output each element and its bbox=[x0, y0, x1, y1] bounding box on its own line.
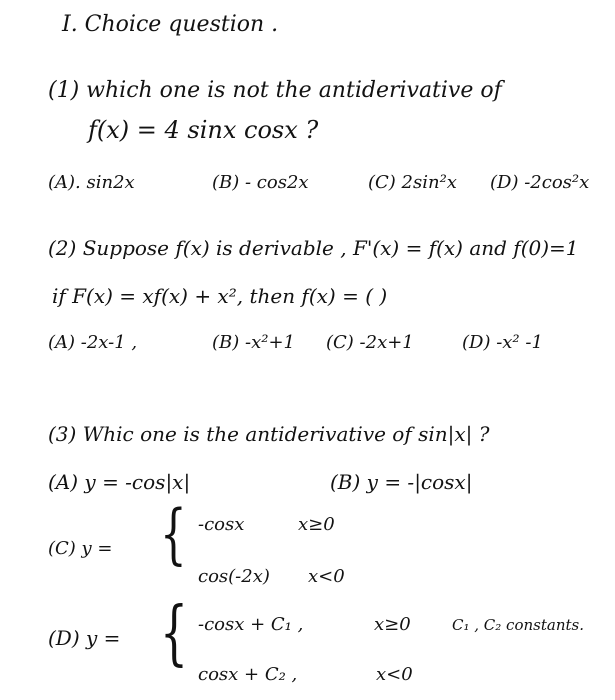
q3-option-c-case1-expr: -cosx bbox=[198, 514, 245, 535]
left-brace: { bbox=[160, 592, 188, 674]
q1-option-b: (B) - cos2x bbox=[212, 172, 309, 193]
q2-option-a: (A) -2x-1 , bbox=[48, 332, 138, 353]
section-title: I. Choice question . bbox=[62, 12, 279, 37]
q2-option-c: (C) -2x+1 bbox=[326, 332, 414, 353]
q3-prompt: (3) Whic one is the antiderivative of sin|x| ? bbox=[48, 422, 490, 446]
left-brace: { bbox=[160, 496, 187, 573]
q2-prompt-line2: if F(x) = xf(x) + x², then f(x) = ( ) bbox=[52, 284, 388, 308]
q3-option-c-case1-cond: x≥0 bbox=[298, 514, 335, 535]
q1-option-c: (C) 2sin²x bbox=[368, 172, 457, 193]
q3-option-a: (A) y = -cos|x| bbox=[48, 470, 191, 494]
q3-option-d-note: C₁ , C₂ constants. bbox=[452, 616, 584, 634]
q3-option-c-case2-cond: x<0 bbox=[308, 566, 345, 587]
q2-option-b: (B) -x²+1 bbox=[212, 332, 295, 353]
q3-option-d-label: (D) y = bbox=[48, 626, 121, 650]
q3-option-b: (B) y = -|cosx| bbox=[330, 470, 473, 494]
q3-option-c-case2-expr: cos(-2x) bbox=[198, 566, 270, 587]
q3-option-d-case2-cond: x<0 bbox=[376, 664, 413, 685]
q2-prompt-line1: (2) Suppose f(x) is derivable , F'(x) = f(x) and f(0)=1 bbox=[48, 236, 579, 260]
q3-option-d-case1-expr: -cosx + C₁ , bbox=[198, 614, 304, 635]
q2-option-d: (D) -x² -1 bbox=[462, 332, 543, 353]
q3-option-c-label: (C) y = bbox=[48, 538, 113, 559]
q1-option-a: (A). sin2x bbox=[48, 172, 135, 193]
q1-prompt-line2: f(x) = 4 sinx cosx ? bbox=[88, 116, 319, 144]
q1-option-d: (D) -2cos²x bbox=[490, 172, 590, 193]
q3-option-d-case2-expr: cosx + C₂ , bbox=[198, 664, 298, 685]
q3-option-d-case1-cond: x≥0 bbox=[374, 614, 411, 635]
q1-prompt-line1: (1) which one is not the antiderivative of bbox=[48, 78, 502, 103]
